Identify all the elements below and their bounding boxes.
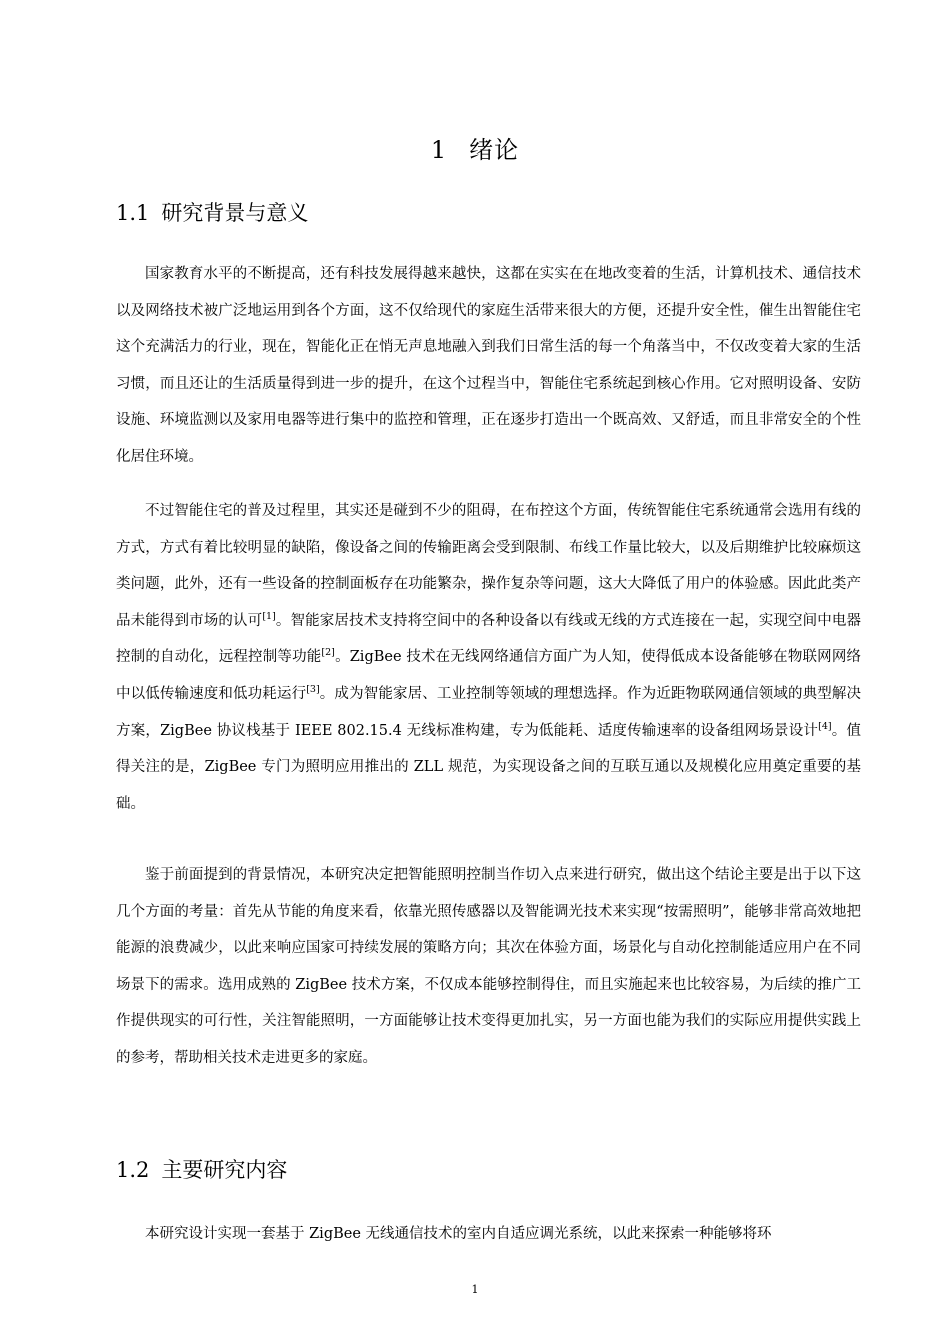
citation-ref-3[interactable]: [3] [306,684,320,696]
citation-ref-4[interactable]: [4] [818,720,832,732]
section-heading-1-1 [116,198,308,228]
citation-ref-2[interactable]: [2] [321,647,335,659]
section-title-text: 主要研究内容 [161,1158,288,1182]
chapter-title [0,132,950,168]
section-number: 1.2 [116,1158,150,1182]
body-paragraph-2 [116,493,861,822]
chapter-title-text: 绪论 [469,136,520,164]
section-heading-1-2 [116,1155,287,1185]
paragraph-text: 。成为智能家居、工业控制等领域的理想选择。作为近距物联网通信领域的典型解决方案，ZigBee 协议栈基于 IEEE 802.15.4 无线标准构建，专为低能耗、适度传输速率的设备组网场景设计 [116,685,862,739]
citation-ref-1[interactable]: [1] [262,610,276,622]
section-title-text: 研究背景与意义 [161,201,309,225]
paragraph-text: 。值得关注的是，ZigBee 专门为照明应用推出的 ZLL 规范，为实现设备之间的互联互通以及规模化应用奠定重要的基础。 [116,722,861,812]
body-paragraph-3: 鉴于前面提到的背景情况，本研究决定把智能照明控制当作切入点来进行研究，做出这个结论主要是出于以下这几个方面的考量：首先从节能的角度来看，依靠光照传感器以及智能调光技术来实现“按需照明”，能够非常高效地把能源的浪费减少，以此来响应国家可持续发展的策略方向；其次在体验方面，场景化与自动化控制能适应用户在不同场景下的需求。选用成熟的 ZigBee 技术方案，不仅成本能够控制得住，而且实施起来也比较容易，为后续的推广工作提供现实的可行性，关注智能照明，一方面能够让技术变得更加扎实，另一方面也能为我们的实际应用提供实践上的参考，帮助相关技术走进更多的家庭。 [116,867,861,1066]
chapter-number: 1 [430,136,448,164]
section-number: 1.1 [116,201,150,225]
body-paragraph-4: 本研究设计实现一套基于 ZigBee 无线通信技术的室内自适应调光系统，以此来探索一种能够将环 [145,1226,772,1242]
body-paragraph-1: 国家教育水平的不断提高，还有科技发展得越来越快，这都在实实在在地改变着的生活，计算机技术、通信技术以及网络技术被广泛地运用到各个方面，这不仅给现代的家庭生活带来很大的方便，还提升安全性，催生出智能住宅这个充满活力的行业，现在，智能化正在悄无声息地融入到我们日常生活的每一个角落当中，不仅改变着大家的生活习惯，而且还让的生活质量得到进一步的提升，在这个过程当中，智能住宅系统起到核心作用。它对照明设备、安防设施、环境监测以及家用电器等进行集中的监控和管理，正在逐步打造出一个既高效、又舒适，而且非常安全的个性化居住环境。 [116,266,861,465]
paragraph-text: 。智能家居技术支持将空间中的各种设备以有线或无线的方式连接在一起，实现空间中电器控制的自动化，远程控制等功能 [116,612,862,666]
paragraph-text: 。ZigBee 技术在无线网络通信方面广为人知，使得低成本设备能够在物联网网络中以低传输速度和低功耗运行 [116,649,862,702]
page-number: 1 [471,1283,479,1296]
paragraph-text: 不过智能住宅的普及过程里，其实还是碰到不少的阻碍，在布控这个方面，传统智能住宅系统通常会选用有线的方式，方式有着比较明显的缺陷，像设备之间的传输距离会受到限制、布线工作量比较大，以及后期维护比较麻烦这类问题，此外，还有一些设备的控制面板存在功能繁杂，操作复杂等问题，这大大降低了用户的体验感。因此此类产品未能得到市场的认可 [116,503,861,629]
